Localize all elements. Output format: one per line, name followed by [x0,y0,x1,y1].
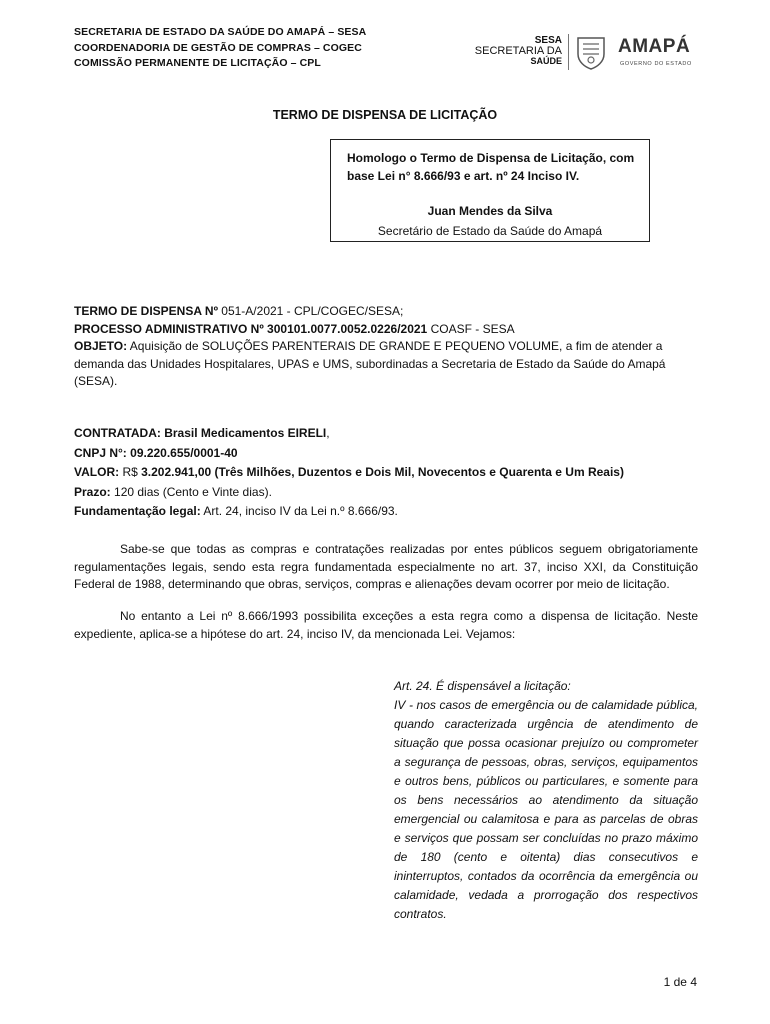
sesa-logo [470,36,562,66]
fundamentacao-value: Art. 24, inciso IV da Lei n.º 8.666/93. [200,504,398,518]
header-line-sesa: SECRETARIA DE ESTADO DA SAÚDE DO AMAPÁ – SESA [74,26,367,38]
sesa-logo-saude: SAÚDE [530,56,562,66]
quote-body: IV - nos casos de emergência ou de calamidade pública, quando caracterizada urgência de atendimento de situação que possa ocasionar prejuízo ou comprometer a segurança de pessoas, obras, serviços, equipamentos e outros bens, públicos ou particulares, e somente para os bens necessários ao atendimento da situação emergencial ou calamitosa e para as parcelas de obras e serviços que possam ser concluídas no prazo máximo de 180 (cento e oitenta) dias consecutivos e ininterruptos, contados da ocorrência da emergência ou calamidade, vedada a prorrogação dos respectivos contratos. [394,698,698,921]
signer-position: Secretário de Estado da Saúde do Amapá [377,224,603,238]
valor-currency: R$ [119,465,142,479]
processo-label: PROCESSO ADMINISTRATIVO Nº 300101.0077.0052.0226/2021 [74,321,428,336]
objeto-line [74,338,698,391]
contratada-label: CONTRATADA: [74,426,161,440]
dispensa-label: TERMO DE DISPENSA Nº [74,304,218,318]
header-line-cpl: COMISSÃO PERMANENTE DE LICITAÇÃO – CPL [74,57,321,69]
valor-line [74,463,698,483]
processo-value: COASF - SESA [427,321,515,336]
header-text-block [74,25,366,72]
amapa-crest-icon [574,34,608,70]
prazo-value: 120 dias (Cento e Vinte dias). [110,484,272,499]
document-title: TERMO DE DISPENSA DE LICITAÇÃO [272,108,498,122]
contract-info-section [74,424,698,522]
contratada-line [74,424,698,444]
approval-box [330,139,650,242]
objeto-label: OBJETO: [74,339,128,353]
quote-heading: Art. 24. É dispensável a licitação: [394,679,571,693]
cnpj-label: CNPJ N°: 09.220.655/0001-40 [74,445,238,460]
valor-label: VALOR: [74,465,120,479]
amapa-logo-subtitle: GOVERNO DO ESTADO [620,61,692,67]
contratada-suffix: , [326,426,330,440]
prazo-label: Prazo: [74,484,111,499]
cnpj-line [74,444,698,464]
processo-line [74,321,698,339]
page-number: 1 de 4 [663,975,697,989]
sesa-logo-acronym: SESA [534,35,562,46]
dispensa-line [74,303,698,321]
sesa-logo-secretaria: SECRETARIA DA [474,45,562,57]
dispensa-info-section [74,303,698,391]
logo-divider [568,34,569,70]
paragraph-exception: No entanto a Lei nº 8.666/1993 possibilita exceções a esta regra como a dispensa de licitação. Neste expediente, aplica-se a hipótese do art. 24, inciso IV, da mencionada Lei. Vejamos: [74,609,698,641]
contratada-value: Brasil Medicamentos EIRELI [160,426,327,440]
legal-quote [394,677,698,924]
fundamentacao-label: Fundamentação legal: [74,504,201,518]
signer-name: Juan Mendes da Silva [427,204,553,218]
approval-text: Homologo o Termo de Dispensa de Licitação, com base Lei n° 8.666/93 e art. nº 24 Inciso IV. [347,151,635,183]
amapa-logo-text: AMAPÁ [618,36,691,57]
paragraph-constitution: Sabe-se que todas as compras e contratações realizadas por entes públicos seguem obrigatoriamente regulamentações legais, sendo esta regra fundamentada especialmente no art. 37, inciso XXI, da Constituição Federal de 1988, determinando que obras, serviços, compras e alienações devam ocorrer por meio de licitação. [74,542,698,591]
prazo-line [74,483,698,503]
header-line-cogec: COORDENADORIA DE GESTÃO DE COMPRAS – COGEC [74,41,362,54]
valor-value: 3.202.941,00 (Três Milhões, Duzentos e Dois Mil, Novecentos e Quarenta e Um Reais) [141,465,624,479]
fundamentacao-line [74,502,698,522]
dispensa-value: 051-A/2021 - CPL/COGEC/SESA; [217,304,404,318]
objeto-value: Aquisição de SOLUÇÕES PARENTERAIS DE GRANDE E PEQUENO VOLUME, a fim de atender a demanda das Unidades Hospitalares, UPAS e UMS, subordinadas a Secretaria de Estado da Saúde do Amapá (SESA). [74,339,666,388]
